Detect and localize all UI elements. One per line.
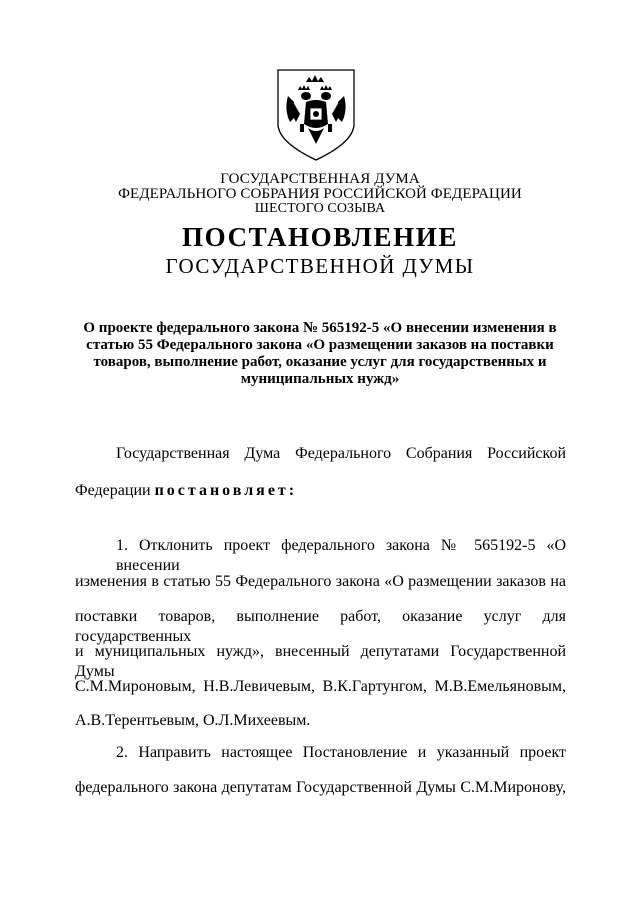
para1-line-5: С.М.Мироновым, Н.В.Левичевым, В.К.Гартунгом, М.В.Емельяновым,: [75, 678, 566, 695]
document-title: ПОСТАНОВЛЕНИЕ: [182, 222, 458, 252]
header-line-convocation: ШЕСТОГО СОЗЫВА: [254, 201, 386, 216]
para1-line-6: А.В.Терентьевым, О.Л.Михеевым.: [75, 712, 311, 729]
header-line-assembly: ФЕДЕРАЛЬНОГО СОБРАНИЯ РОССИЙСКОЙ ФЕДЕРАЦИИ: [118, 186, 522, 202]
document-subject: О проекте федерального закона № 565192-5 «О внесении изменения в статью 55 Федерального закона «О размещении заказов на поставки товаров, выполнение работ, оказание услуг для государственных и муниципальных нужд»: [83, 320, 557, 387]
resolves-word: постановляет:: [154, 482, 298, 499]
para2-line-2: федерального закона депутатам Государственной Думы С.М.Миронову,: [75, 779, 566, 796]
header-line-duma: ГОСУДАРСТВЕННАЯ ДУМА: [220, 171, 420, 187]
intro-line-2: [75, 481, 566, 501]
para1-line-3: поставки товаров, выполнение работ, оказание услуг для государственных: [75, 608, 566, 645]
intro-federation-word: Федерации: [75, 482, 151, 499]
para2-line-1: 2. Направить настоящее Постановление и указанный проект: [116, 744, 566, 761]
para1-line-2: изменения в статью 55 Федерального закона «О размещении заказов на: [75, 573, 566, 590]
coat-of-arms-emblem-icon: [270, 66, 362, 166]
intro-line-1: Государственная Дума Федерального Собрания Российской: [116, 445, 566, 462]
para1-line-1: 1. Отклонить проект федерального закона № 565192-5 «О внесении: [116, 537, 566, 574]
para1-line-4: и муниципальных нужд», внесенный депутатами Государственной Думы: [75, 643, 566, 680]
document-subtitle: ГОСУДАРСТВЕННОЙ ДУМЫ: [165, 254, 475, 278]
